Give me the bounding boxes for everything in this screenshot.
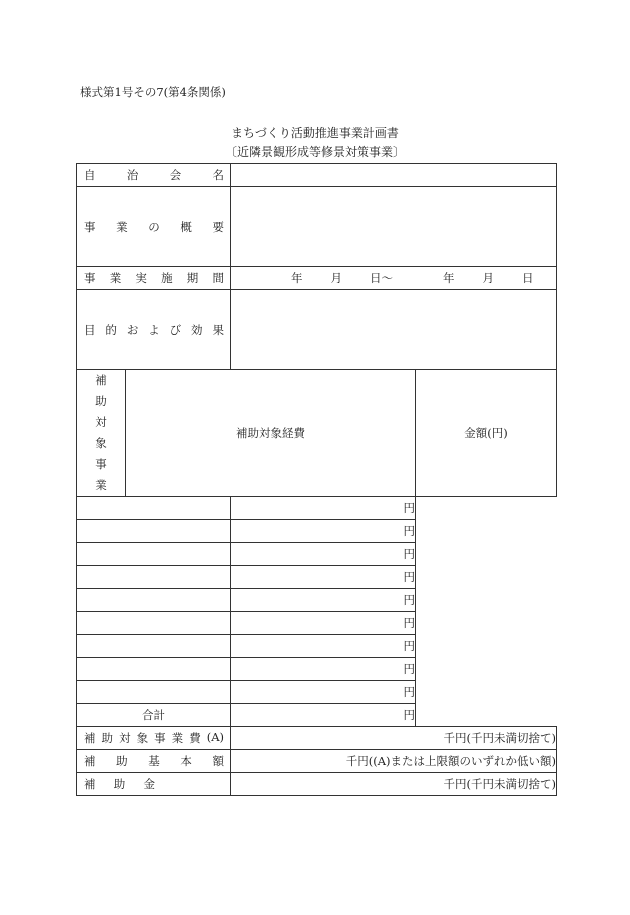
label-char: 助 <box>116 754 128 768</box>
overview-field[interactable] <box>231 187 557 267</box>
overview-label <box>77 187 231 267</box>
expense-row <box>77 520 557 543</box>
label-char: 治 <box>126 168 139 182</box>
vertical-label-char: 補 <box>95 373 107 387</box>
label-char: 施 <box>161 271 173 285</box>
label-char: よ <box>148 322 160 337</box>
vertical-label-char: 象 <box>95 436 107 450</box>
label-char: の <box>148 219 160 234</box>
amount-column-header: 金額(円) <box>416 370 557 497</box>
label-char: 助 <box>101 731 114 745</box>
label-char: 名 <box>212 168 224 182</box>
period-field[interactable] <box>231 267 557 290</box>
label-char: 業 <box>116 219 128 234</box>
expense-item-field[interactable] <box>77 589 231 612</box>
plan-form-table <box>76 163 557 796</box>
eligible-cost-label <box>77 727 231 750</box>
expense-item-field[interactable] <box>77 566 231 589</box>
expense-row <box>77 497 557 520</box>
label-char: 事 <box>84 271 96 285</box>
label-char: 補 <box>84 731 96 745</box>
expense-amount-field[interactable]: 円 <box>231 497 416 520</box>
label-char: 補 <box>84 777 96 791</box>
label-char: 費 <box>189 731 201 745</box>
expense-amount-field[interactable]: 円 <box>231 566 416 589</box>
label-char: 要 <box>212 219 224 234</box>
expense-amount-field[interactable]: 円 <box>231 635 416 658</box>
eligible-cost-value[interactable]: 千円(千円未満切捨て) <box>231 727 557 750</box>
purpose-field[interactable] <box>231 290 557 370</box>
expense-amount-field[interactable]: 円 <box>231 520 416 543</box>
expense-item-field[interactable] <box>77 543 231 566</box>
label-char: 会 <box>169 168 182 182</box>
expense-column-header: 補助対象経費 <box>126 370 416 497</box>
subsidy-label <box>77 773 231 796</box>
association-name-label <box>77 164 231 187</box>
label-char: 果 <box>212 322 224 337</box>
total-label: 合計 <box>77 704 231 727</box>
label-char: (A) <box>206 730 224 744</box>
label-char: 事 <box>84 219 96 234</box>
base-amount-value[interactable]: 千円((A)または上限額のいずれか低い額) <box>231 750 557 773</box>
label-char: 事 <box>154 731 166 745</box>
label-char: 実 <box>135 271 147 285</box>
document-title <box>0 124 630 162</box>
period-start-day: 日〜 <box>370 271 393 285</box>
label-char: 概 <box>180 219 192 234</box>
period-end-year: 年 <box>443 271 455 285</box>
expense-amount-field[interactable]: 円 <box>231 681 416 704</box>
expense-amount-field[interactable]: 円 <box>231 612 416 635</box>
label-char: 効 <box>191 322 203 337</box>
vertical-label-char: 助 <box>95 394 107 408</box>
expense-row <box>77 566 557 589</box>
expense-row <box>77 543 557 566</box>
label-char: 業 <box>171 731 184 745</box>
total-amount[interactable]: 円 <box>231 704 416 727</box>
expense-item-field[interactable] <box>77 658 231 681</box>
expense-amount-field[interactable]: 円 <box>231 658 416 681</box>
label-char: 基 <box>148 754 160 768</box>
expense-item-field[interactable] <box>77 520 231 543</box>
vertical-label-char: 対 <box>95 415 107 429</box>
period-end-month: 月 <box>482 271 494 285</box>
purpose-label <box>77 290 231 370</box>
form-number: 様式第1号その7(第4条関係) <box>80 85 226 99</box>
association-name-field[interactable] <box>231 164 557 187</box>
label-char: 間 <box>212 271 224 285</box>
label-char: お <box>126 322 139 337</box>
label-char: 額 <box>212 754 224 768</box>
label-char: 目 <box>84 322 96 337</box>
label-char: 本 <box>180 754 192 768</box>
expense-row <box>77 658 557 681</box>
expense-row <box>77 635 557 658</box>
subsidy-section-label <box>77 370 126 497</box>
period-end-day: 日 <box>522 271 534 285</box>
expense-row <box>77 681 557 704</box>
period-label <box>77 267 231 290</box>
vertical-label-char: 事 <box>95 457 107 471</box>
label-char: 助 <box>113 777 126 791</box>
expense-amount-field[interactable]: 円 <box>231 589 416 612</box>
label-char: 的 <box>105 322 117 337</box>
label-char: 対 <box>119 731 131 745</box>
label-char: 自 <box>84 168 96 182</box>
label-char: 金 <box>143 777 155 791</box>
expense-item-field[interactable] <box>77 612 231 635</box>
expense-item-field[interactable] <box>77 497 231 520</box>
label-char: 象 <box>136 731 149 745</box>
expense-item-field[interactable] <box>77 681 231 704</box>
vertical-label-char: 業 <box>95 478 107 492</box>
base-amount-label <box>77 750 231 773</box>
expense-item-field[interactable] <box>77 635 231 658</box>
period-start-month: 月 <box>330 271 342 285</box>
title-line-1: まちづくり活動推進事業計画書 <box>231 126 399 140</box>
title-line-2: 〔近隣景観形成等修景対策事業〕 <box>224 145 405 159</box>
label-char: 業 <box>109 271 122 285</box>
label-char: 補 <box>84 754 96 768</box>
label-char: び <box>169 322 182 337</box>
label-char: 期 <box>186 271 199 285</box>
expense-amount-field[interactable]: 円 <box>231 543 416 566</box>
period-start-year: 年 <box>291 271 303 285</box>
expense-row <box>77 589 557 612</box>
subsidy-value[interactable]: 千円(千円未満切捨て) <box>231 773 557 796</box>
expense-row <box>77 612 557 635</box>
